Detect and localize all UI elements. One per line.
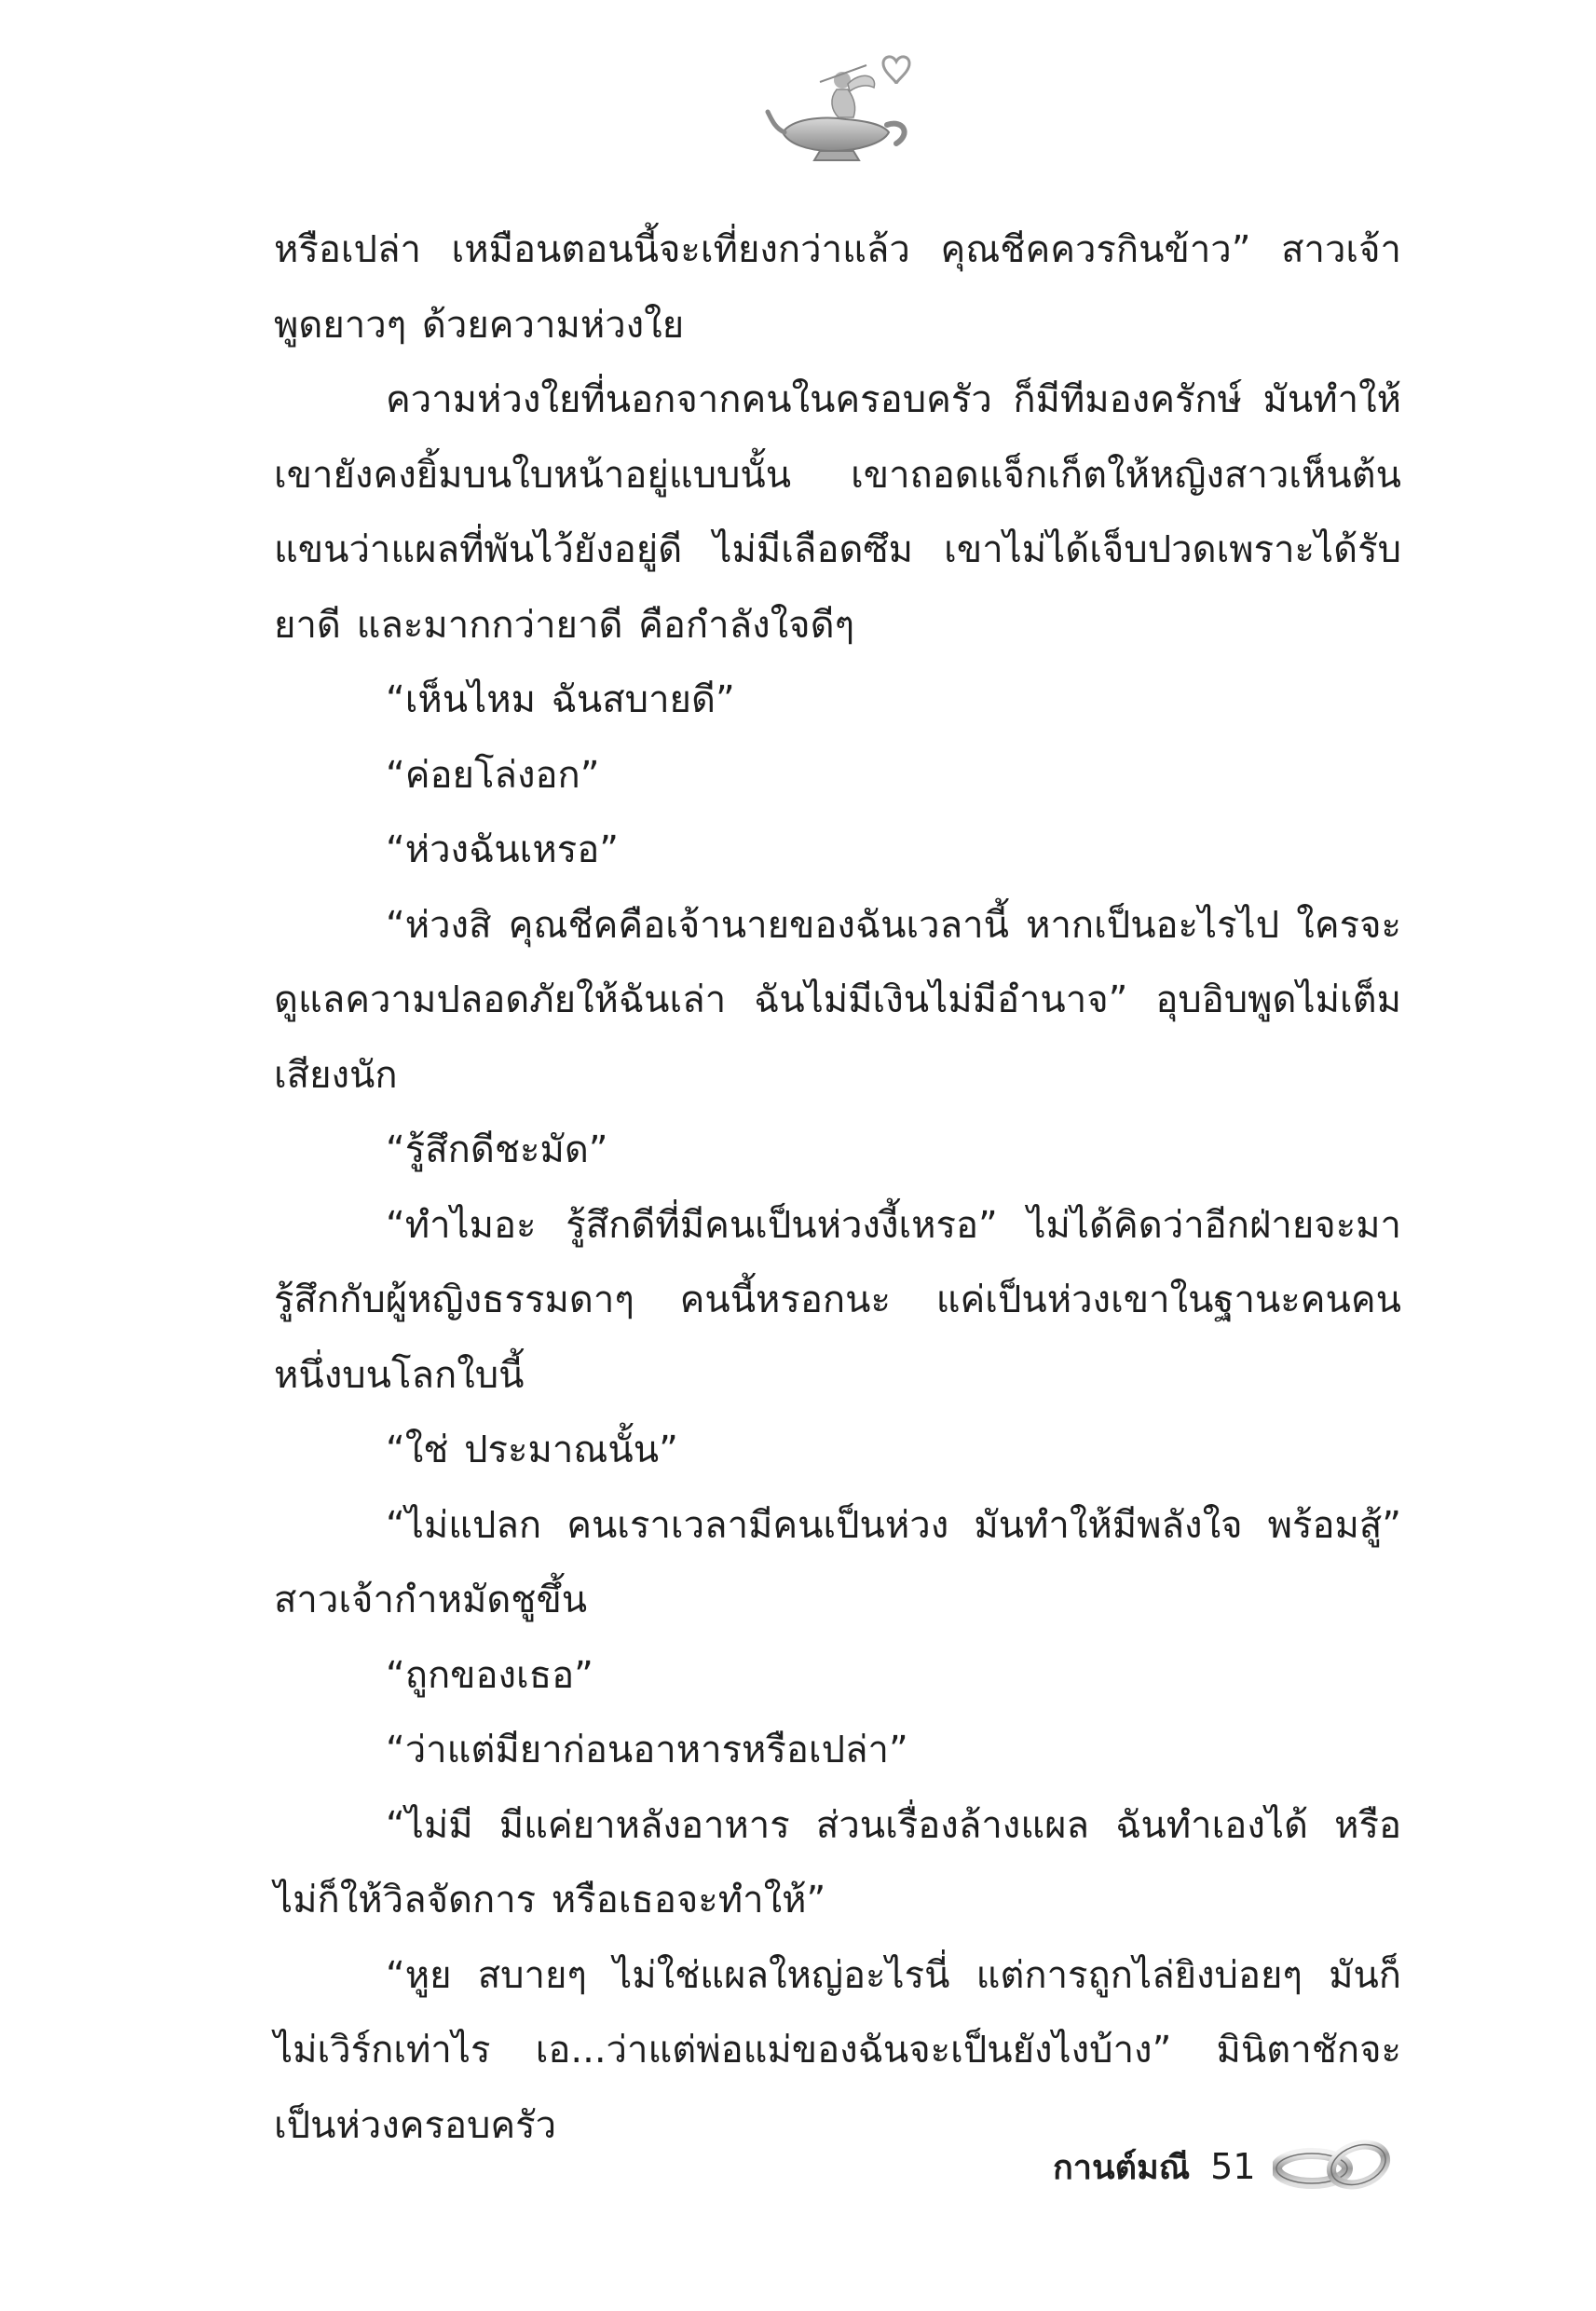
dialogue-line: “ห่วงฉันเหรอ” [386, 828, 619, 871]
cupid-teapot-ornament-icon [764, 47, 922, 168]
paragraph: “ทำไมอะ รู้สึกดีที่มีคนเป็นห่วงงี้เหรอ” ไม่ได้คิดว่าอีกฝ่ายจะมารู้สึกกับผู้หญิงธรรมดาๆ คนนี้หรอกนะ แค่เป็นห่วงเขาในฐานะคนคนหนึ่งบนโลกใบนี้ [274, 1203, 1401, 1397]
paragraph: ความห่วงใยที่นอกจากคนในครอบครัว ก็มีทีมองครักษ์ มันทำให้เขายังคงยิ้มบนใบหน้าอยู่แบบนั้น เขาถอดแจ็กเก็ตให้หญิงสาวเห็นต้นแขนว่าแผลที่พันไว้ยังอยู่ดี ไม่มีเลือดซึม เขาไม่ได้เจ็บปวดเพราะได้รับยาดี และมากกว่ายาดี คือกำลังใจดีๆ [274, 378, 1401, 647]
page-footer [1053, 2134, 1425, 2199]
dialogue-line: “ใช่ ประมาณนั้น” [386, 1429, 678, 1471]
page-number: 51 [1210, 2146, 1256, 2187]
paragraph: “หูย สบายๆ ไม่ใช่แผลใหญ่อะไรนี่ แต่การถูกไล่ยิงบ่อยๆ มันก็ไม่เวิร์กเท่าไร เอ...ว่าแต่พ่อแม่ของฉันจะเป็นยังไงบ้าง” มินิตาชักจะเป็นห่วงครอบครัว [274, 1953, 1401, 2147]
dialogue-line: “ถูกของเธอ” [386, 1653, 593, 1697]
author-name: กานต์มณี [1053, 2148, 1191, 2187]
wedding-rings-icon [1273, 2137, 1394, 2196]
dialogue-line: “ว่าแต่มียาก่อนอาหารหรือเปล่า” [386, 1729, 908, 1771]
dialogue-line: “เห็นไหม ฉันสบายดี” [386, 678, 735, 721]
paragraph: หรือเปล่า เหมือนตอนนี้จะเที่ยงกว่าแล้ว คุณชีคควรกินข้าว” สาวเจ้าพูดยาวๆ ด้วยความห่วงใย [274, 228, 1401, 347]
dialogue-line: “รู้สึกดีชะมัด” [386, 1128, 608, 1171]
body-text [274, 212, 1401, 2163]
paragraph: “ห่วงสิ คุณชีคคือเจ้านายของฉันเวลานี้ หากเป็นอะไรไป ใครจะดูแลความปลอดภัยให้ฉันเล่า ฉันไม่มีเงินไม่มีอำนาจ” อุบอิบพูดไม่เต็มเสียงนัก [274, 903, 1401, 1097]
paragraph: “ไม่แปลก คนเราเวลามีคนเป็นห่วง มันทำให้มีพลังใจ พร้อมสู้” สาวเจ้ากำหมัดชูขึ้น [274, 1503, 1401, 1621]
dialogue-line: “ค่อยโล่งอก” [386, 753, 600, 797]
paragraph: “ไม่มี มีแค่ยาหลังอาหาร ส่วนเรื่องล้างแผล ฉันทำเองได้ หรือไม่ก็ให้วิลจัดการ หรือเธอจะทำให้” [274, 1803, 1401, 1921]
